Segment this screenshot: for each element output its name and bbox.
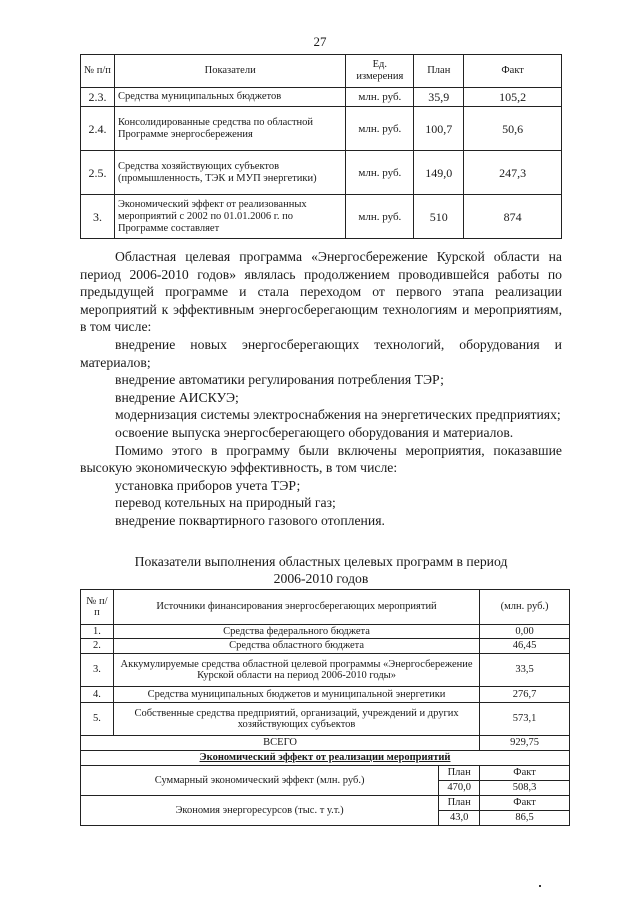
- header-fact: Факт: [464, 55, 562, 88]
- row-plan: 35,9: [414, 88, 464, 107]
- row-num: 2.3.: [81, 88, 115, 107]
- table-title: [80, 553, 562, 587]
- row-num: 5.: [81, 703, 114, 736]
- header-num: № п/п: [81, 55, 115, 88]
- total-row: [81, 736, 570, 751]
- row-source: Аккумулируемые средства областной целевой программы «Энергосбережение Курской области на период 2006-2010 годы»: [113, 654, 479, 687]
- row-num: 3.: [81, 654, 114, 687]
- effect-fact-value: 86,5: [480, 811, 570, 826]
- list-item: внедрение поквартирного газового отопления.: [115, 512, 385, 528]
- effect-header: Экономический эффект от реализации мероприятий: [81, 751, 570, 766]
- row-unit: млн. руб.: [346, 151, 414, 195]
- row-num: 2.5.: [81, 151, 115, 195]
- row-source: Средства федерального бюджета: [113, 625, 479, 639]
- row-num: 4.: [81, 687, 114, 703]
- table-title-line: 2006-2010 годов: [273, 571, 369, 586]
- table-row: [81, 703, 570, 736]
- effect-row: [81, 766, 570, 781]
- table-header-row: [81, 590, 570, 625]
- list-item: перевод котельных на природный газ;: [115, 495, 336, 511]
- effect-fact-label: Факт: [480, 766, 570, 781]
- paragraph: Помимо этого в программу были включены мероприятия, показавшие высокую экономическую эффективность, в том числе:: [80, 442, 562, 476]
- effect-fact-value: 508,3: [480, 781, 570, 796]
- effect-label: Экономия энергоресурсов (тыс. т у.т.): [81, 796, 439, 826]
- row-plan: 100,7: [414, 107, 464, 151]
- list-item: внедрение новых энергосберегающих технологий, оборудования и материалов;: [80, 336, 562, 370]
- header-indicator: Показатели: [114, 55, 345, 88]
- row-value: 0,00: [480, 625, 570, 639]
- table-row: [81, 88, 562, 107]
- row-fact: 874: [464, 195, 562, 239]
- row-num: 2.4.: [81, 107, 115, 151]
- row-indicator: Средства муниципальных бюджетов: [114, 88, 345, 107]
- effect-fact-label: Факт: [480, 796, 570, 811]
- table-row: [81, 107, 562, 151]
- row-unit: млн. руб.: [346, 195, 414, 239]
- paragraph: Областная целевая программа «Энергосбережение Курской области на период 2006-2010 годов» являлась продолжением проводившейся работы по предыдущей программе и стала переходом от первого этапа реализации мероприятий к эффективным энергосберегающим технологиям и мероприятиям, в том числе:: [80, 249, 562, 335]
- effect-header-row: [81, 751, 570, 766]
- effect-plan-value: 470,0: [439, 781, 480, 796]
- row-plan: 510: [414, 195, 464, 239]
- table-row: [81, 195, 562, 239]
- row-num: 1.: [81, 625, 114, 639]
- row-num: 3.: [81, 195, 115, 239]
- row-indicator: Консолидированные средства по областной Программе энергосбережения: [114, 107, 345, 151]
- header-unit: Ед. измерения: [346, 55, 414, 88]
- table-header-row: [81, 55, 562, 88]
- effect-plan-label: План: [439, 796, 480, 811]
- list-item: внедрение автоматики регулирования потребления ТЭР;: [115, 372, 444, 388]
- row-source: Собственные средства предприятий, организаций, учреждений и других хозяйствующих субъектов: [113, 703, 479, 736]
- financing-table: [80, 589, 570, 826]
- row-value: 46,45: [480, 639, 570, 654]
- row-unit: млн. руб.: [346, 88, 414, 107]
- page-number: 27: [313, 34, 327, 49]
- total-value: 929,75: [480, 736, 570, 751]
- row-source: Средства областного бюджета: [113, 639, 479, 654]
- table-title-line: Показатели выполнения областных целевых программ в период: [134, 554, 508, 569]
- row-indicator: Экономический эффект от реализованных мероприятий с 2002 по 01.01.2006 г. по Программе составляет: [114, 195, 345, 239]
- indicators-table: [80, 54, 562, 239]
- table-row: [81, 151, 562, 195]
- row-num: 2.: [81, 639, 114, 654]
- scan-speck: [539, 885, 541, 887]
- list-item: внедрение АИСКУЭ;: [115, 389, 239, 405]
- row-value: 33,5: [480, 654, 570, 687]
- effect-row: [81, 796, 570, 811]
- row-indicator: Средства хозяйствующих субъектов (промышленность, ТЭК и МУП энергетики): [114, 151, 345, 195]
- row-value: 573,1: [480, 703, 570, 736]
- total-label: ВСЕГО: [81, 736, 480, 751]
- body-text: [80, 248, 562, 530]
- row-unit: млн. руб.: [346, 107, 414, 151]
- effect-label: Суммарный экономический эффект (млн. руб.): [81, 766, 439, 796]
- table-row: [81, 639, 570, 654]
- table-row: [81, 625, 570, 639]
- list-item: освоение выпуска энергосберегающего оборудования и материалов.: [115, 424, 514, 440]
- row-source: Средства муниципальных бюджетов и муниципальной энергетики: [113, 687, 479, 703]
- row-plan: 149,0: [414, 151, 464, 195]
- effect-plan-label: План: [439, 766, 480, 781]
- table-row: [81, 687, 570, 703]
- header-plan: План: [414, 55, 464, 88]
- row-fact: 105,2: [464, 88, 562, 107]
- row-fact: 247,3: [464, 151, 562, 195]
- list-item: установка приборов учета ТЭР;: [115, 477, 301, 493]
- header-source: Источники финансирования энергосберегающих мероприятий: [113, 590, 479, 625]
- header-value: (млн. руб.): [480, 590, 570, 625]
- list-item: модернизация системы электроснабжения на энергетических предприятиях;: [115, 407, 561, 423]
- row-value: 276,7: [480, 687, 570, 703]
- table-row: [81, 654, 570, 687]
- row-fact: 50,6: [464, 107, 562, 151]
- effect-plan-value: 43,0: [439, 811, 480, 826]
- header-num: № п/п: [81, 590, 114, 625]
